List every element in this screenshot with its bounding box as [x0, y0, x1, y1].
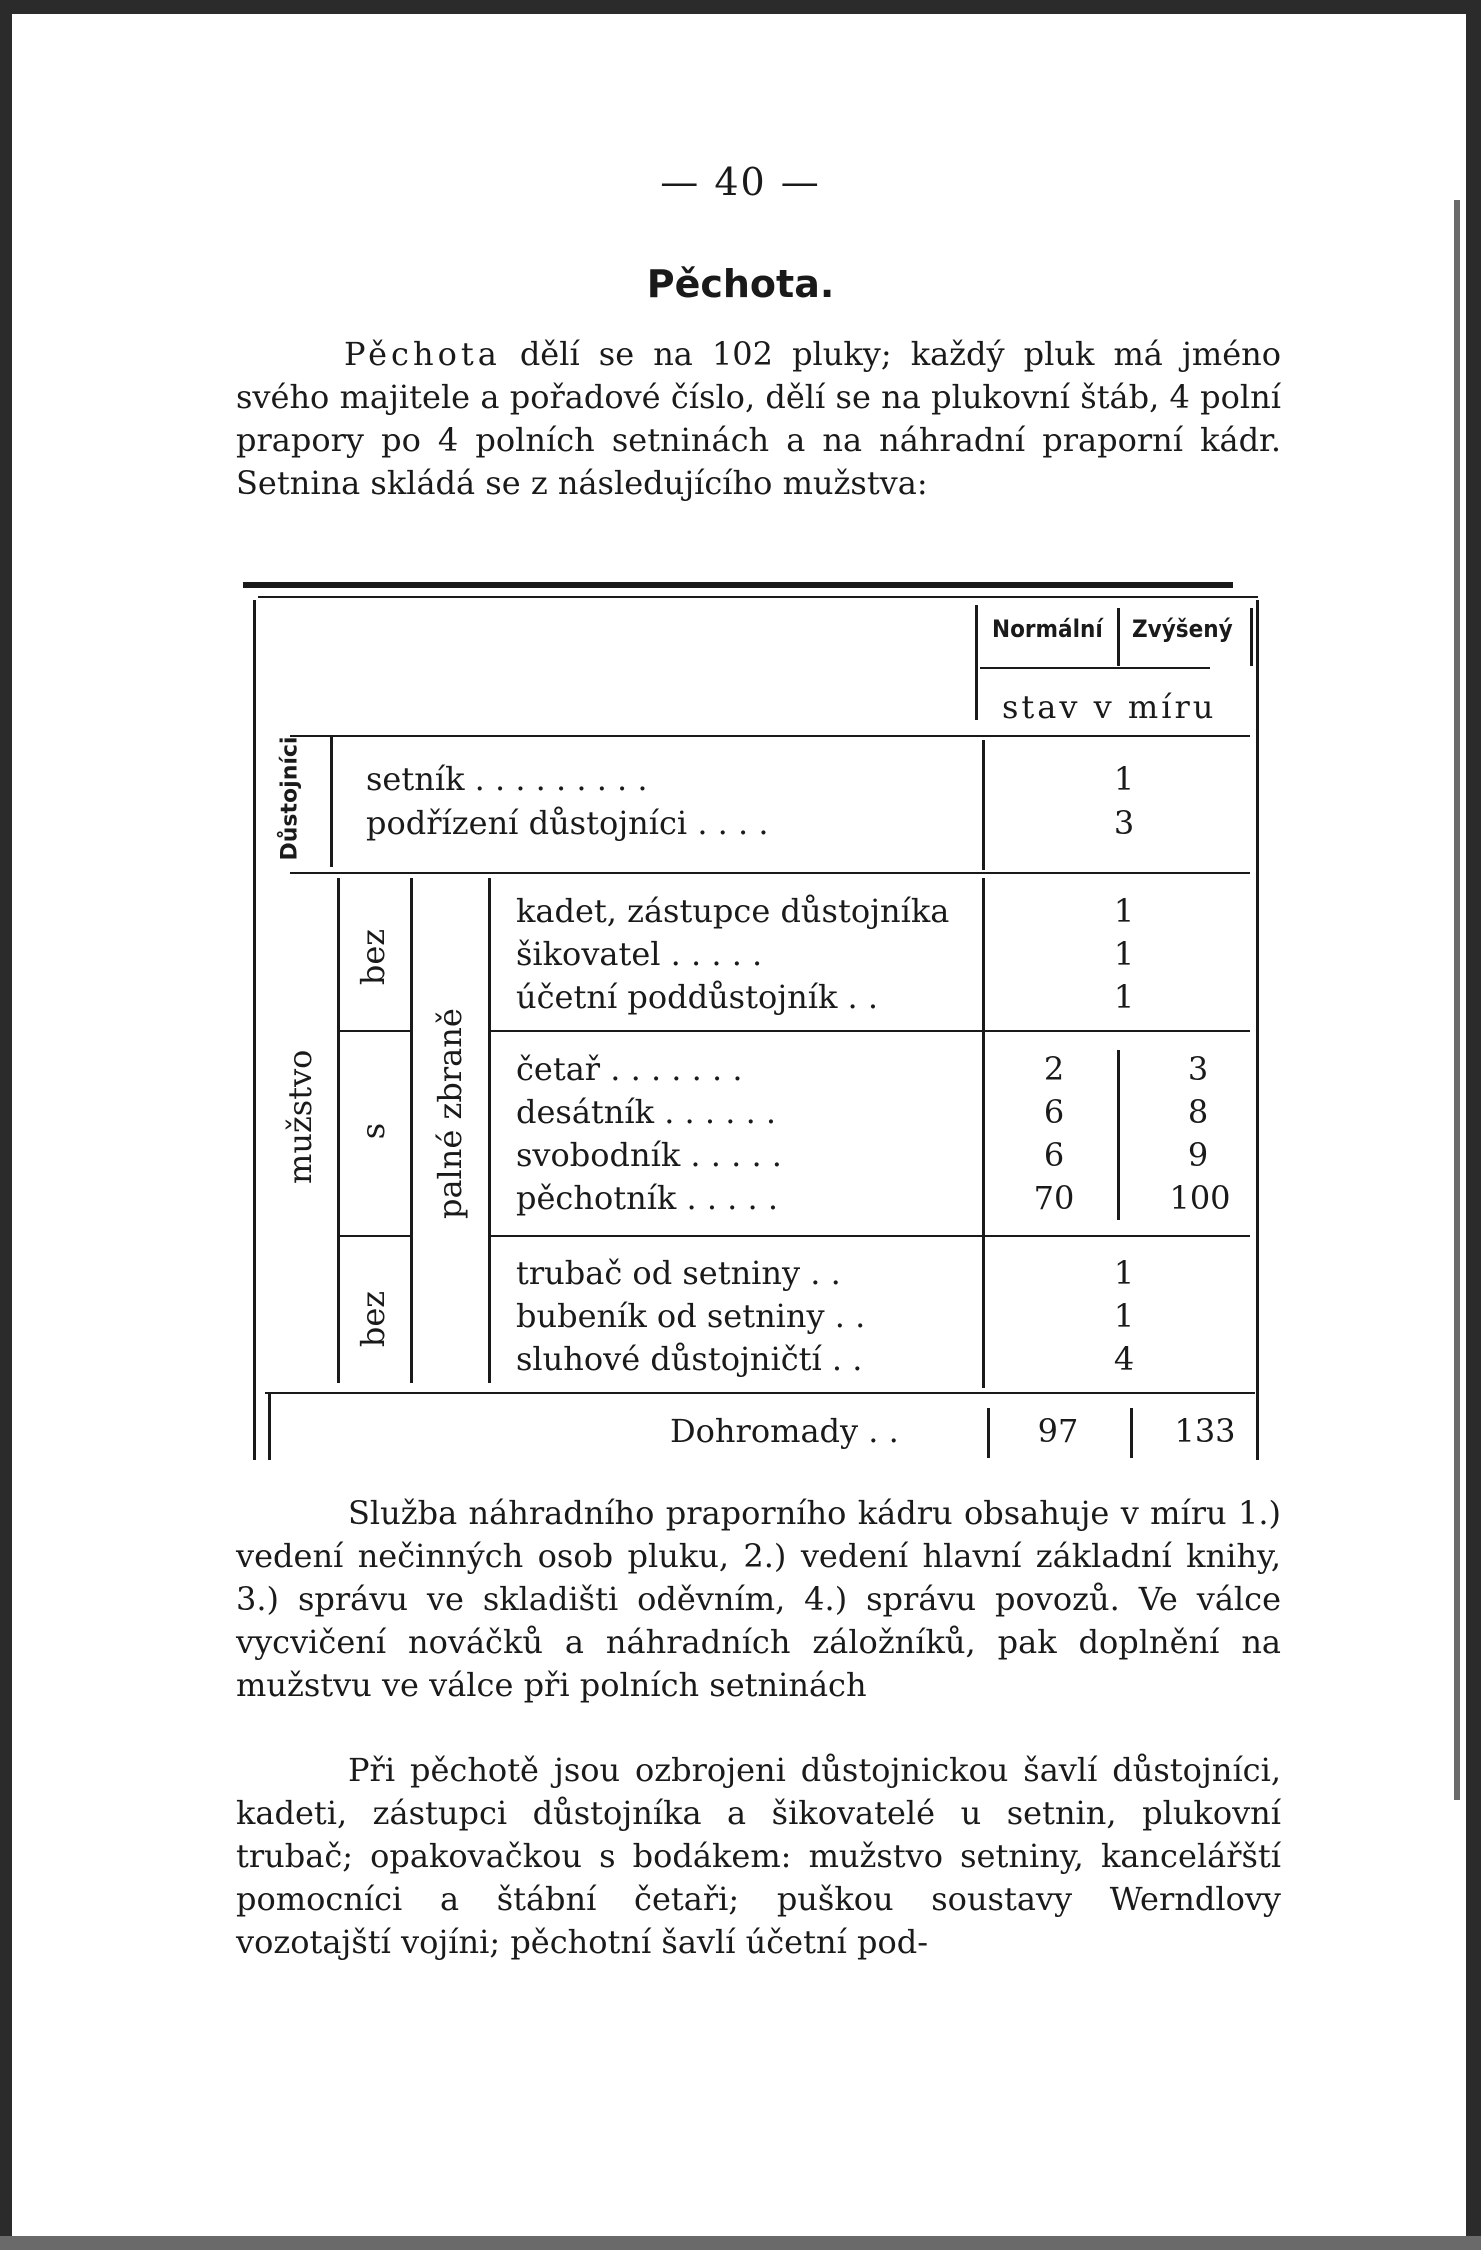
rank-row-label: účetní poddůstojník . . [516, 978, 879, 1016]
total-left-border [268, 1392, 271, 1460]
rank-row-label: šikovatel . . . . . [516, 935, 763, 973]
rank-row-label: svobodník . . . . . [516, 1136, 782, 1174]
total-normal: 97 [1037, 1412, 1079, 1450]
officer-row-value: 1 [1113, 760, 1135, 798]
rank-row-normal: 6 [1043, 1136, 1065, 1174]
rank-row-label: pěchotník . . . . . [516, 1179, 779, 1217]
officers-value-border [982, 740, 985, 870]
total-top-rule [265, 1392, 1255, 1394]
header-middle-border [1117, 608, 1120, 666]
officer-row-label: setník . . . . . . . . . [366, 760, 648, 798]
table-inner-top-rule [258, 596, 1258, 598]
officers-top-rule [290, 735, 1250, 737]
officers-label-border [330, 737, 333, 867]
rank-row-raised: 8 [1187, 1093, 1209, 1131]
table-top-rule [243, 582, 1233, 588]
rank-row-label: trubač od setniny . . [516, 1254, 841, 1292]
page-title: Pěchota. [646, 262, 835, 306]
rank-row-normal: 6 [1043, 1093, 1065, 1131]
rank-row-value: 4 [1113, 1340, 1135, 1378]
rank-row-label: sluhové důstojničtí . . [516, 1340, 863, 1378]
total-left-value-border [987, 1408, 990, 1458]
firearm-label: palné zbraně [431, 1008, 469, 1219]
header-raised: Zvýšený [1132, 615, 1233, 643]
rank-row-normal: 2 [1043, 1050, 1065, 1088]
officers-group-label: Důstojníci [277, 736, 303, 861]
armament-paragraph: Při pěchotě jsou ozbrojeni důstojnickou šavlí důstojníci, kadeti, zástupci důstojníka a šikovatelé u setnin, plukovní trubač; opakovačkou s bodákem: mužstvo setniny, kancelářští pomocníci a štábní četaři; puškou soustavy Werndlovy vozotajští vojíni; pěchotní šavlí účetní pod- [236, 1751, 1281, 1961]
total-raised: 133 [1174, 1412, 1236, 1450]
rank-row-label: desátník . . . . . . [516, 1093, 777, 1131]
scan-edge-right [1466, 0, 1481, 2250]
header-subtitle: stav v míru [1002, 688, 1217, 726]
rank-row-value: 1 [1113, 978, 1135, 1016]
weapon-col-left-border [410, 878, 413, 1383]
header-normal: Normální [992, 615, 1103, 643]
scan-edge-top [0, 0, 1481, 14]
total-middle-border [1130, 1408, 1133, 1458]
intro-text: dělí se na 102 pluky; každý pluk má jméno svého majitele a pořadové číslo, dělí se na plukovní štáb, 4 polní prapory po 4 polních setninách a na náhradní praporní kádr. Setnina skládá se z následujícího mužstva: [236, 335, 1281, 502]
group2-bottom-rule [488, 1235, 1250, 1237]
officer-row-label: podřízení důstojníci . . . . [366, 804, 769, 842]
rank-row-raised: 3 [1187, 1050, 1209, 1088]
group2-middle-border [1117, 1050, 1120, 1220]
without-weapon-label-bottom: bez [354, 1290, 392, 1348]
rank-row-raised: 100 [1169, 1179, 1231, 1217]
scan-edge-right-shadow [1454, 200, 1460, 1800]
header-right-border [1250, 608, 1253, 666]
officers-bottom-rule [290, 872, 1250, 874]
men-label-border [337, 878, 340, 1383]
rank-row-value: 1 [1113, 935, 1135, 973]
officer-row-value: 3 [1113, 804, 1135, 842]
scan-edge-bottom [0, 2236, 1481, 2250]
total-label: Dohromady . . [670, 1412, 899, 1450]
header-divider [980, 667, 1210, 669]
intro-paragraph [236, 333, 1281, 505]
rank-row-value: 1 [1113, 1254, 1135, 1292]
rank-row-label: kadet, zástupce důstojníka [516, 892, 950, 930]
page-number: — 40 — [660, 160, 821, 204]
header-left-border [975, 605, 978, 720]
without-weapon-label-top: bez [354, 928, 392, 986]
table-left-border [253, 600, 256, 1460]
bez-top-divider [340, 1030, 410, 1032]
s-bottom-divider [340, 1235, 410, 1237]
group1-bottom-rule [488, 1030, 1250, 1032]
rank-row-label: bubeník od setniny . . [516, 1297, 866, 1335]
rank-row-raised: 9 [1187, 1136, 1209, 1174]
weapon-col-right-border [488, 878, 491, 1383]
rank-row-normal: 70 [1033, 1179, 1075, 1217]
values-left-border [982, 878, 985, 1388]
rank-row-label: četař . . . . . . . [516, 1050, 743, 1088]
rank-row-value: 1 [1113, 1297, 1135, 1335]
intro-lead: Pěchota [344, 335, 501, 373]
rank-row-value: 1 [1113, 892, 1135, 930]
men-group-label: mužstvo [281, 1049, 319, 1184]
reserve-cadre-paragraph: Služba náhradního praporního kádru obsahuje v míru 1.) vedení nečinných osob pluku, 2.) vedení hlavní základní knihy, 3.) správu ve skladišti oděvním, 4.) správu povozů. Ve válce vycvičení nováčků a náhradních záložníků, pak doplnění na mužstvu ve válce při polních setninách [236, 1494, 1281, 1704]
table-right-border [1256, 600, 1259, 1460]
scan-edge-left [0, 0, 12, 2250]
with-weapon-label: s [354, 1122, 392, 1140]
